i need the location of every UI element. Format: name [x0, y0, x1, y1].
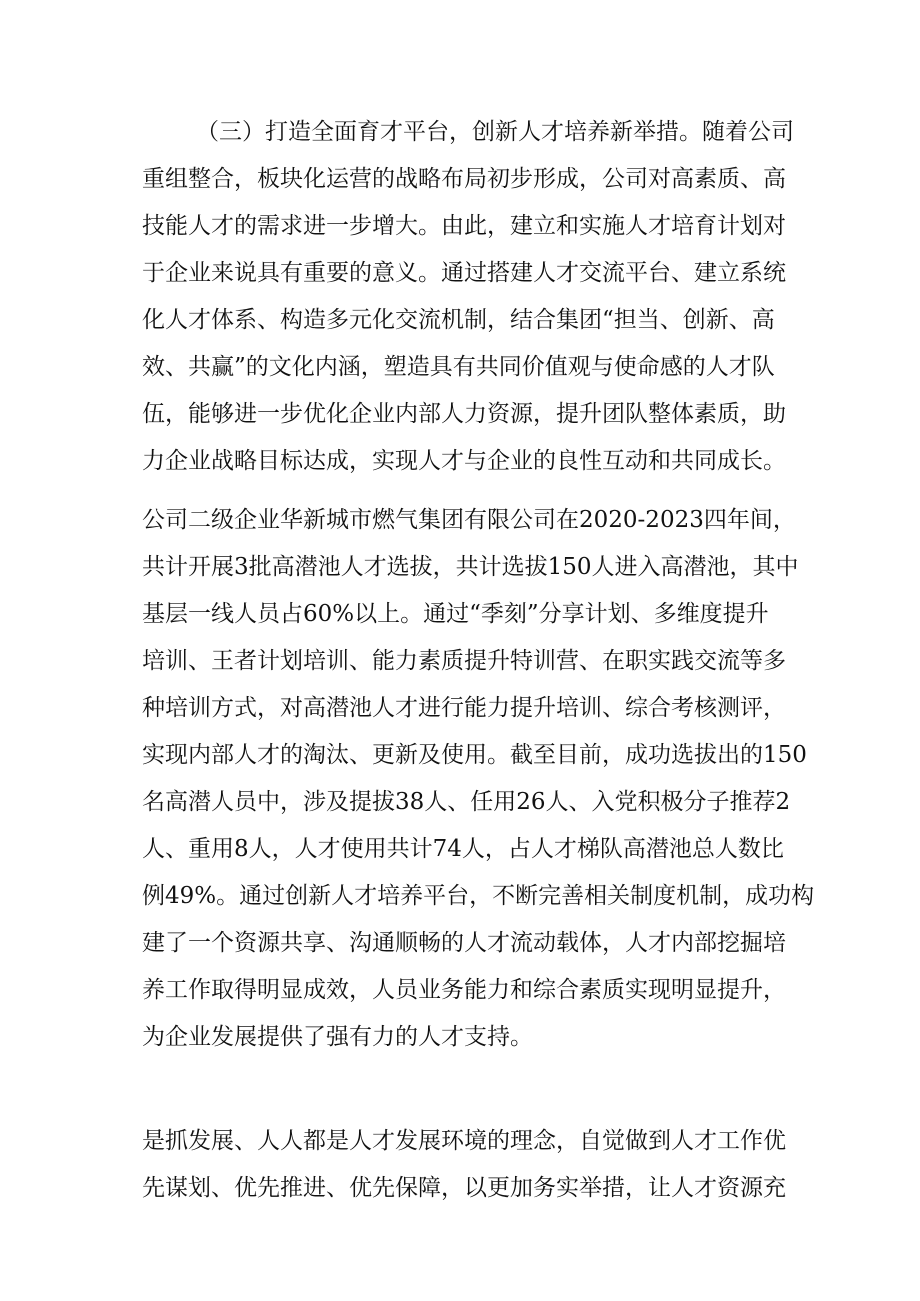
paragraph-line: 于企业来说具有重要的意义。通过搭建人才交流平台、建立系统	[142, 260, 786, 286]
paragraph-line: 名高潜人员中，涉及提拔38人、任用26人、入党积极分子推荐2	[142, 789, 791, 815]
paragraph-line: 化人才体系、构造多元化交流机制，结合集团“担当、创新、高	[142, 307, 775, 333]
paragraph-line: 力企业战略目标达成，实现人才与企业的良性互动和共同成长。	[142, 448, 786, 474]
paragraph-line: 效、共赢”的文化内涵，塑造具有共同价值观与使命感的人才队	[142, 354, 775, 380]
paragraph-line: 人、重用8人，人才使用共计74人，占人才梯队高潜池总人数比	[142, 836, 784, 862]
paragraph-line: 伍，能够进一步优化企业内部人力资源，提升团队整体素质，助	[142, 401, 786, 427]
paragraph-line: 为企业发展提供了强有力的人才支持。	[142, 1024, 533, 1050]
paragraph-line: 养工作取得明显成效，人员业务能力和综合素质实现明显提升，	[142, 977, 786, 1003]
paragraph-line: （三）打造全面育才平台，创新人才培养新举措。随着公司	[196, 119, 794, 145]
paragraph-line: 公司二级企业华新城市燃气集团有限公司在2020-2023四年间，	[142, 507, 796, 533]
paragraph-line: 例49%。通过创新人才培养平台，不断完善相关制度机制，成功构	[142, 883, 815, 909]
paragraph-line: 技能人才的需求进一步增大。由此，建立和实施人才培育计划对	[142, 213, 786, 239]
paragraph-line: 是抓发展、人人都是人才发展环境的理念，自觉做到人才工作优	[142, 1128, 786, 1154]
paragraph-line: 共计开展3批高潜池人才选拔，共计选拔150人进入高潜池，其中	[142, 554, 799, 580]
paragraph-line: 实现内部人才的淘汰、更新及使用。截至目前，成功选拔出的150	[142, 742, 807, 768]
paragraph-line: 种培训方式，对高潜池人才进行能力提升培训、综合考核测评，	[142, 695, 786, 721]
paragraph-line: 重组整合，板块化运营的战略布局初步形成，公司对高素质、高	[142, 166, 786, 192]
paragraph-line: 建了一个资源共享、沟通顺畅的人才流动载体，人才内部挖掘培	[142, 930, 786, 956]
paragraph-line: 先谋划、优先推进、优先保障，以更加务实举措，让人才资源充	[142, 1175, 786, 1201]
paragraph-line: 基层一线人员占60%以上。通过“季刻”分享计划、多维度提升	[142, 601, 769, 627]
paragraph-line: 培训、王者计划培训、能力素质提升特训营、在职实践交流等多	[142, 648, 786, 674]
